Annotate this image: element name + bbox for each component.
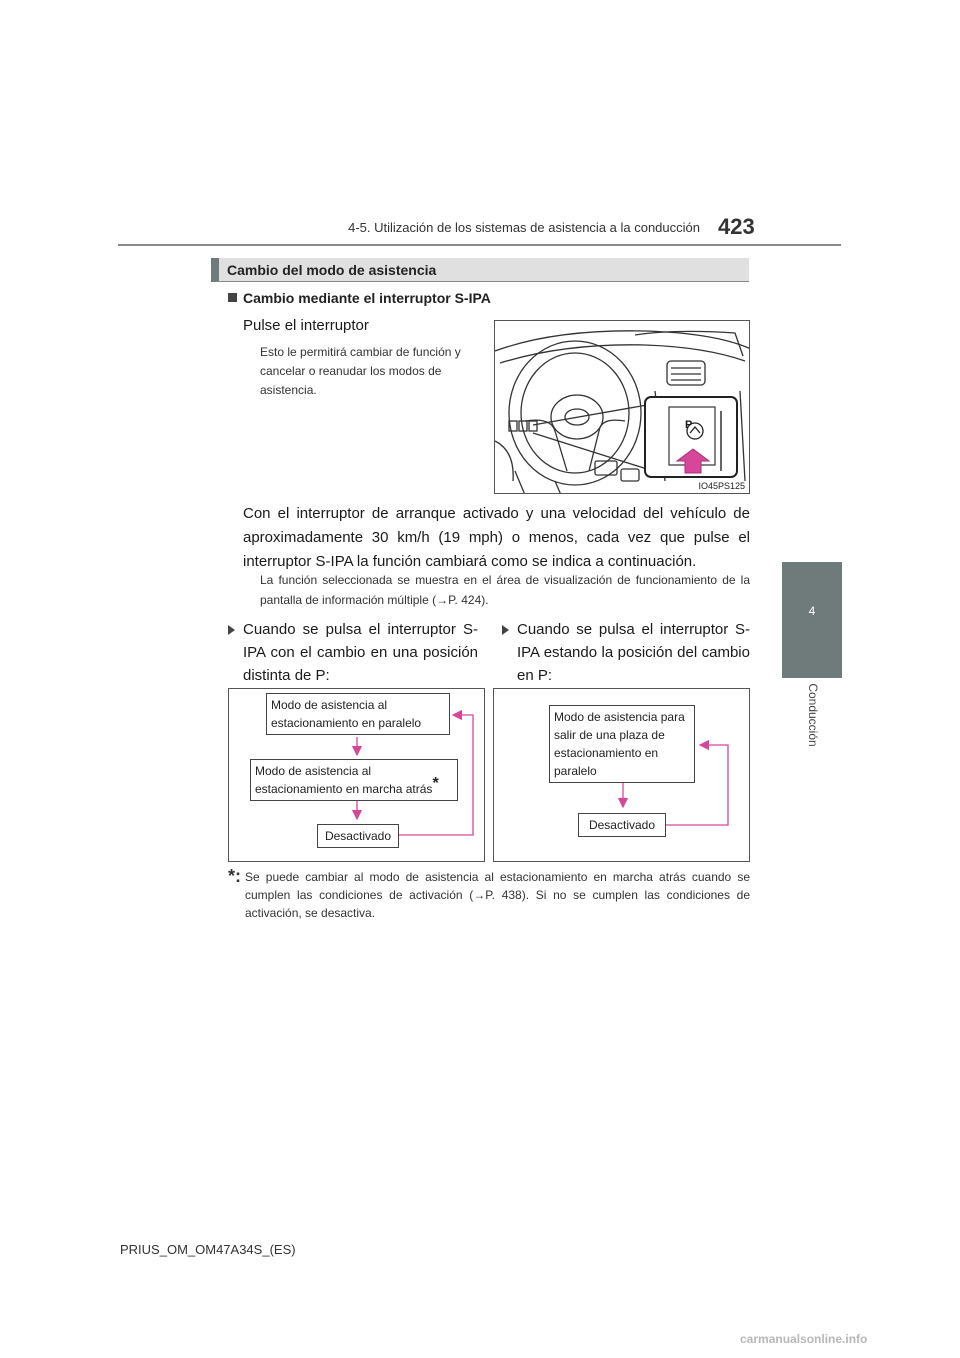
dashboard-illustration — [494, 320, 750, 494]
main-paragraph: Con el interruptor de arranque activado y una velocidad del vehículo de aproximadamente 30 km/h (19 mph) o menos, cada vez que pulse el interruptor S-IPA la función cambiará como se indica a continuación. — [243, 505, 750, 570]
dashboard-drawing — [495, 321, 750, 494]
header-title: 4-5. Utilización de los sistemas de asistencia a la conducción — [348, 220, 700, 235]
watermark: carmanualsonline.info — [740, 1332, 868, 1346]
mode-box-parallel: Modo de asistencia al estacionamiento en paralelo — [266, 693, 450, 735]
triangle-bullet-icon — [502, 625, 509, 635]
section-title: Cambio del modo de asistencia — [227, 262, 437, 278]
footnote-text: Se puede cambiar al modo de asistencia al estacionamiento en marcha atrás cuando se cumplen las condiciones de activación (→P. 438). Si no se cumplen las condiciones de activación, se desactiva. — [245, 870, 750, 920]
subsection-title: Cambio mediante el interruptor S-IPA — [243, 290, 491, 306]
footnote — [228, 868, 750, 922]
square-bullet-icon — [228, 293, 237, 302]
step-text: Pulse el interruptor — [243, 317, 369, 334]
right-mode-diagram — [493, 688, 750, 862]
header-rule — [118, 244, 841, 246]
mode-box-exit-parallel: Modo de asistencia para salir de una plaza de estacionamiento en paralelo — [549, 705, 695, 783]
mode-box-off: Desactivado — [317, 824, 399, 848]
step-note: Esto le permitirá cambiar de función y cancelar o reanudar los modos de asistencia. — [260, 345, 461, 397]
section-heading — [211, 258, 749, 282]
subsection-heading — [228, 290, 491, 306]
right-column-heading: Cuando se pulsa el interruptor S-IPA estando la posición del cambio en P: — [502, 618, 750, 687]
triangle-bullet-icon — [228, 625, 235, 635]
switch-letter: P — [685, 419, 693, 431]
asterisk-mark: * — [432, 775, 439, 792]
left-column-heading: Cuando se pulsa el interruptor S-IPA con el cambio en una posición distinta de P: — [228, 618, 478, 687]
mode-box-off-right: Desactivado — [578, 813, 666, 837]
left-mode-diagram — [228, 688, 485, 862]
chapter-label: Conducción — [806, 683, 820, 747]
footnote-marker: *: — [228, 866, 241, 886]
chapter-tab — [782, 562, 842, 678]
document-code: PRIUS_OM_OM47A34S_(ES) — [120, 1242, 296, 1257]
chapter-number: 4 — [808, 604, 816, 618]
paragraph-note: La función seleccionada se muestra en el área de visualización de funcionamiento de la pantalla de información múltiple (→P. 424). — [260, 573, 750, 607]
image-code: IO45PS125 — [698, 481, 745, 491]
page-number: 423 — [718, 214, 755, 239]
mode-box-reverse: Modo de asistencia al estacionamiento en marcha atrás* — [250, 759, 458, 801]
